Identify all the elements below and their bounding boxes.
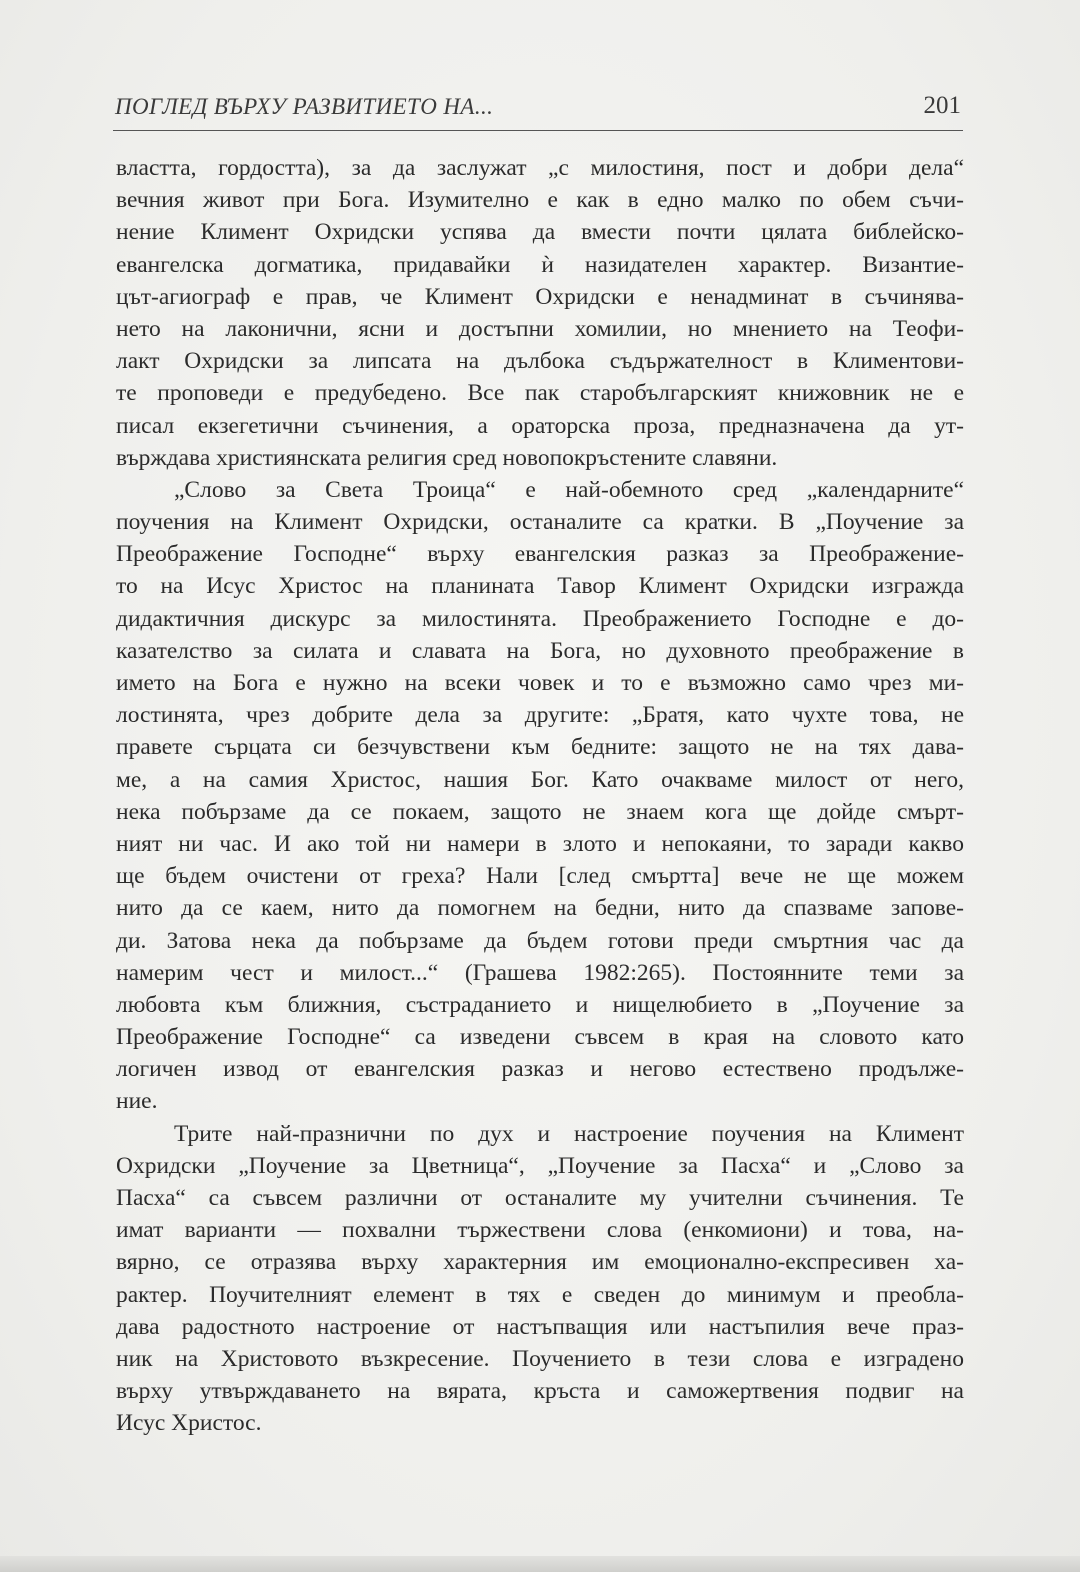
text-line: ние. [116, 1088, 158, 1115]
text-line: логичен извод от евангелския разказ и негово естествено продълже- [116, 1056, 964, 1083]
text-line: казателство за силата и славата на Бога, но духовното преображение в [116, 637, 964, 664]
text-line: имат варианти — похвални тържествени слова (енкомиони) и това, на- [116, 1217, 964, 1244]
running-title: ПОГЛЕД ВЪРХУ РАЗВИТИЕТО НА... [115, 94, 494, 119]
text-line: Исус Христос. [116, 1410, 262, 1437]
text-line: нито да се каем, нито да помогнем на бедни, нито да спазваме запове- [116, 895, 964, 922]
text-line: цът-агиограф е прав, че Климент Охридски е ненадминат в съчинява- [116, 283, 964, 310]
page-bottom-edge [0, 1556, 1080, 1572]
text-line: рактер. Поучителният елемент в тях е сведен до минимум и преобла- [116, 1281, 964, 1308]
text-line: ме, а на самия Христос, нашия Бог. Като очакваме милост от него, [116, 766, 964, 793]
paragraph-2 [116, 474, 964, 1118]
paragraph-1 [116, 152, 964, 474]
text-line: поучения на Климент Охридски, останалите са кратки. В „Поучение за [116, 509, 964, 536]
text-line: писал екзегетични съчинения, а ораторска проза, предназначена да ут- [116, 412, 964, 439]
text-line: намерим чест и милост...“ (Грашева 1982:265). Постоянните теми за [116, 959, 964, 986]
text-line: дава радостното настроение от настъпващия или настъпилия вече праз- [116, 1313, 964, 1340]
text-line: Преображение Господне“ върху евангелския разказ за Преображение- [116, 541, 964, 568]
text-line: властта, гордостта), за да заслужат „с милостиня, пост и добри дела“ [116, 155, 964, 181]
text-line: нение Климент Охридски успява да вмести почти цялата библейско- [116, 219, 964, 246]
text-line: Трите най-празнични по дух и настроение поучения на Климент [174, 1120, 964, 1147]
text-line: Преображение Господне“ са изведени съвсем в края на словото като [116, 1024, 964, 1051]
text-line: любовта към ближния, състраданието и нищелюбието в „Поучение за [116, 991, 964, 1018]
text-line: ди. Затова нека да побързаме да бъдем готови преди смъртния час да [116, 927, 964, 954]
running-header [113, 88, 963, 131]
text-line: Пасха“ са съвсем различни от останалите му учителни съчинения. Те [116, 1185, 964, 1211]
text-line: вярно, се отразява върху характерния им емоционално-експресивен ха- [116, 1249, 964, 1276]
text-line: евангелска догматика, придавайки ѝ назидателен характер. Византие- [116, 251, 964, 278]
text-line: то на Исус Христос на планината Тавор Климент Охридски изгражда [116, 573, 964, 600]
text-line: нето на лаконични, ясни и достъпни хомилии, но мнението на Теофи- [116, 315, 964, 342]
text-line: лакт Охридски за липсата на дълбока съдържателност в Климентови- [116, 348, 964, 375]
text-line: лостинята, чрез добрите дела за другите: „Братя, като чухте това, не [116, 702, 964, 729]
text-line: те проповеди е предубедено. Все пак старобългарският книжовник не е [116, 380, 964, 407]
text-line: правете сърцата си безчувствени към бедните: защото не на тях дава- [116, 734, 964, 761]
paragraph-3 [116, 1118, 964, 1440]
text-line: „Слово за Света Троица“ е най-обемното сред „календарните“ [174, 476, 964, 503]
text-line: вечния живот при Бога. Изумително е как в едно малко по обем съчи- [116, 187, 964, 214]
text-line: върждава християнската религия сред новопокръстените славяни. [116, 444, 778, 471]
text-line: ще бъдем очистени от греха? Нали [след смъртта] вече не ще можем [116, 863, 964, 890]
text-line: дидактичния дискурс за милостинята. Преображението Господне е до- [116, 605, 964, 632]
text-line: ният ни час. И ако той ни намери в злото и непокаяни, то заради какво [116, 830, 964, 857]
text-line: ник на Христовото възкресение. Поучението в тези слова е изградено [116, 1345, 964, 1372]
page-number: 201 [923, 92, 961, 119]
text-line: върху утвърждаването на вярата, кръста и саможертвения подвиг на [116, 1378, 964, 1405]
text-line: нека побързаме да се покаем, защото не знаем кога ще дойде смърт- [116, 798, 964, 825]
body-text [116, 152, 964, 1440]
text-line: Охридски „Поучение за Цветница“, „Поучение за Пасха“ и „Слово за [116, 1152, 964, 1179]
text-line: името на Бога е нужно на всеки човек и то е възможно само чрез ми- [116, 670, 964, 696]
